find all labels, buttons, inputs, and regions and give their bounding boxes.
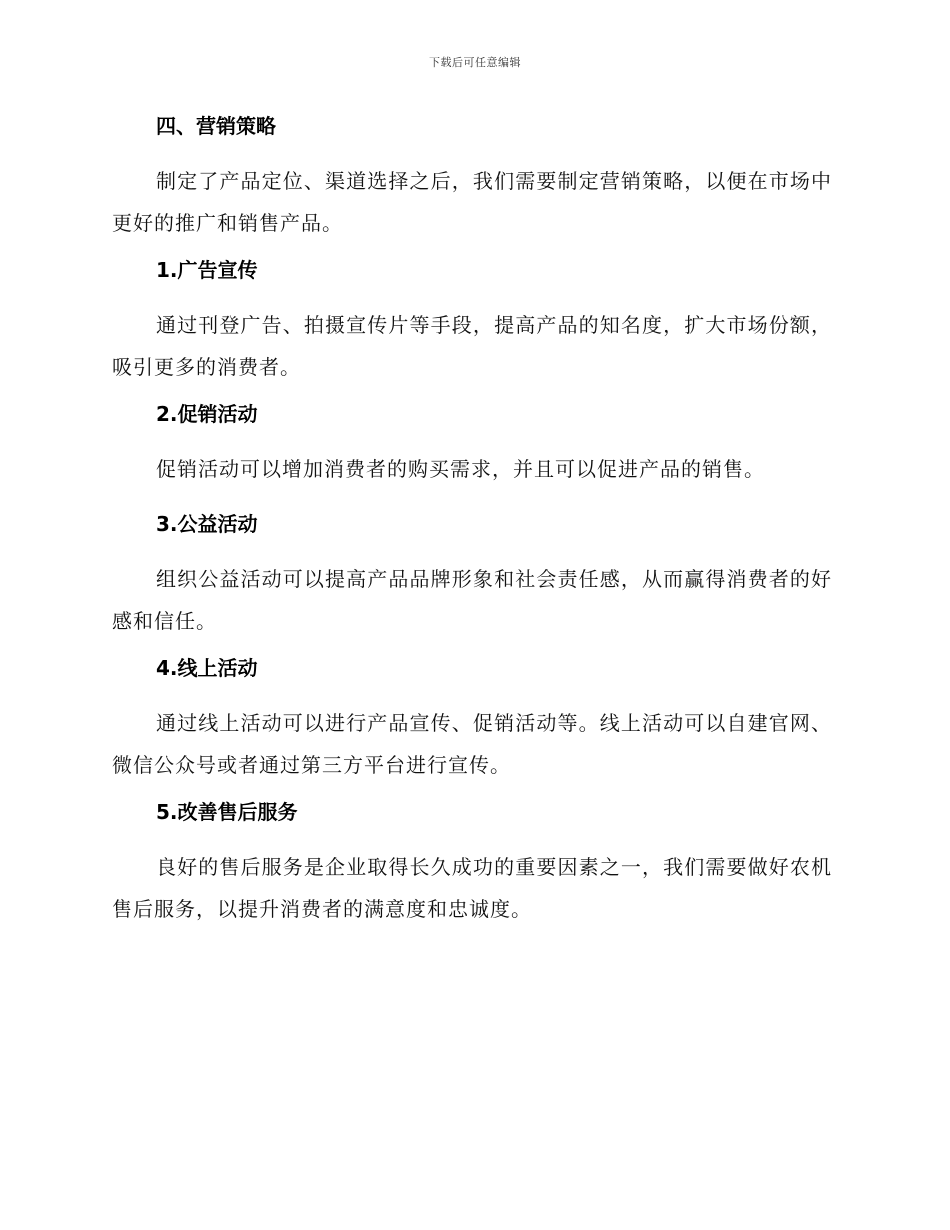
section-heading-after-sales: 5.改善售后服务 bbox=[156, 800, 298, 824]
section-paragraph-marketing-strategy: 制定了产品定位、渠道选择之后，我们需要制定营销策略，以便在市场中更好的推广和销售产品。 bbox=[112, 169, 832, 235]
section-paragraph-promotion: 促销活动可以增加消费者的购买需求，并且可以促进产品的销售。 bbox=[156, 457, 765, 481]
section-heading-promotion: 2.促销活动 bbox=[156, 402, 258, 426]
section-heading-marketing-strategy: 四、营销策略 bbox=[156, 114, 276, 138]
section-paragraph-after-sales: 良好的售后服务是企业取得长久成功的重要因素之一，我们需要做好农机售后服务，以提升消费者的满意度和忠诚度。 bbox=[112, 855, 832, 921]
section-heading-online: 4.线上活动 bbox=[156, 656, 258, 680]
section-paragraph-charity: 组织公益活动可以提高产品品牌形象和社会责任感，从而赢得消费者的好感和信任。 bbox=[112, 567, 832, 633]
section-heading-charity: 3.公益活动 bbox=[156, 512, 258, 536]
page-header: 下载后可任意编辑 bbox=[429, 56, 521, 69]
section-heading-advertising: 1.广告宣传 bbox=[156, 258, 258, 282]
section-paragraph-advertising: 通过刊登广告、拍摄宣传片等手段，提高产品的知名度，扩大市场份额，吸引更多的消费者。 bbox=[112, 313, 832, 379]
document-body bbox=[112, 112, 832, 942]
section-paragraph-online: 通过线上活动可以进行产品宣传、促销活动等。线上活动可以自建官网、微信公众号或者通过第三方平台进行宣传。 bbox=[112, 711, 832, 777]
